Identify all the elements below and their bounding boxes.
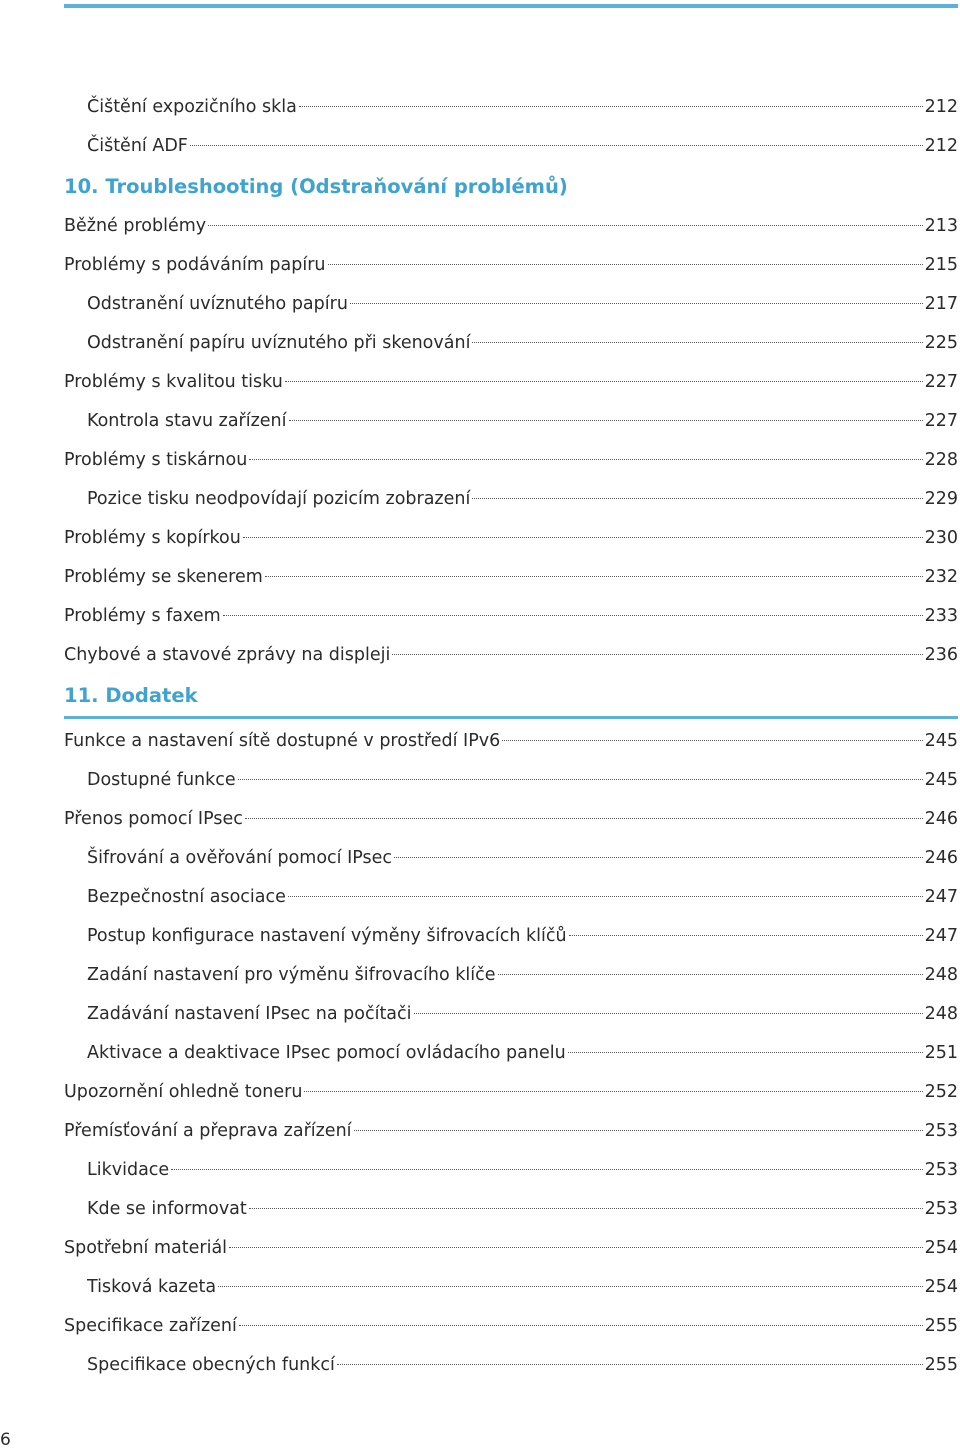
toc-entry-label: Pozice tisku neodpovídají pozicím zobrazení (87, 489, 471, 509)
toc-entry-label: Odstranění uvíznutého papíru (87, 294, 348, 314)
toc-entry-label: Odstranění papíru uvíznutého při skenování (87, 333, 471, 353)
dot-leader (328, 264, 923, 265)
toc-subentry[interactable] (64, 1034, 958, 1073)
dot-leader (568, 1052, 923, 1053)
dot-leader (299, 106, 923, 107)
toc-entry[interactable] (64, 800, 958, 839)
dot-leader (354, 1130, 923, 1131)
toc-entry-page: 246 (924, 848, 958, 868)
toc-entry-label: Přemísťování a přeprava zařízení (64, 1121, 352, 1141)
toc-entry-page: 245 (924, 770, 958, 790)
toc-subentry[interactable] (64, 956, 958, 995)
toc-subentry[interactable] (64, 995, 958, 1034)
dot-leader (238, 779, 923, 780)
toc-entry-page: 252 (924, 1082, 958, 1102)
toc-entry-page: 254 (924, 1238, 958, 1258)
dot-leader (498, 974, 923, 975)
toc-entry-label: Šifrování a ověřování pomocí IPsec (87, 848, 393, 868)
toc-entry-label: Chybové a stavové zprávy na displeji (64, 645, 391, 665)
dot-leader (472, 498, 922, 499)
toc-entry-label: Specifikace zařízení (64, 1316, 237, 1336)
toc-entry[interactable] (64, 558, 958, 597)
toc-entry-label: Problémy s tiskárnou (64, 450, 248, 470)
toc-entry-page: 255 (924, 1316, 958, 1336)
toc-entry-page: 227 (924, 411, 958, 431)
toc-entry-page: 233 (924, 606, 958, 626)
toc-entry-page: 228 (924, 450, 958, 470)
toc-entry-label: Postup konfigurace nastavení výměny šifrovacích klíčů (87, 926, 567, 946)
toc-entry-page: 248 (924, 965, 958, 985)
toc-entry-page: 225 (924, 333, 958, 353)
toc-entry-page: 212 (924, 136, 958, 156)
dot-leader (265, 576, 923, 577)
toc-entry-page: 254 (924, 1277, 958, 1297)
dot-leader (223, 615, 923, 616)
chapter-heading[interactable]: 10. Troubleshooting (Odstraňování problémů) (64, 175, 568, 198)
dot-leader (229, 1247, 923, 1248)
toc-subentry[interactable] (64, 1346, 958, 1385)
dot-leader (208, 225, 922, 226)
toc-entry-page: 248 (924, 1004, 958, 1024)
dot-leader (392, 654, 922, 655)
toc-subentry[interactable] (64, 917, 958, 956)
toc-entry-page: 247 (924, 887, 958, 907)
toc-entry-label: Problémy se skenerem (64, 567, 263, 587)
dot-leader (414, 1013, 923, 1014)
toc-entry-label: Kde se informovat (87, 1199, 247, 1219)
toc-entry-page: 255 (924, 1355, 958, 1375)
dot-leader (337, 1364, 923, 1365)
toc-subentry[interactable] (64, 1151, 958, 1190)
toc-entry[interactable] (64, 363, 958, 402)
dot-leader (288, 896, 923, 897)
toc-entry[interactable] (64, 636, 958, 675)
toc-subentry[interactable] (64, 480, 958, 519)
toc-entry-label: Problémy s faxem (64, 606, 221, 626)
toc-subentry[interactable] (64, 402, 958, 441)
dot-leader (569, 935, 923, 936)
toc-entry-label: Funkce a nastavení sítě dostupné v prostředí IPv6 (64, 731, 501, 751)
toc-entry-page: 251 (924, 1043, 958, 1063)
toc-subentry[interactable] (64, 127, 958, 166)
toc-entry-label: Kontrola stavu zařízení (87, 411, 287, 431)
toc-subentry[interactable] (64, 1268, 958, 1307)
dot-leader (502, 740, 922, 741)
dot-leader (249, 459, 922, 460)
dot-leader (289, 420, 923, 421)
dot-leader (394, 857, 923, 858)
toc-entry-page: 229 (924, 489, 958, 509)
toc-entry-label: Přenos pomocí IPsec (64, 809, 243, 829)
toc-subentry[interactable] (64, 878, 958, 917)
toc-entry[interactable] (64, 1229, 958, 1268)
toc-entry-label: Upozornění ohledně toneru (64, 1082, 303, 1102)
toc-entry-label: Tisková kazeta (87, 1277, 217, 1297)
dot-leader (472, 342, 922, 343)
toc-entry-label: Bezpečnostní asociace (87, 887, 286, 907)
toc-entry[interactable] (64, 1073, 958, 1112)
dot-leader (243, 537, 923, 538)
chapter-heading[interactable]: 11. Dodatek (64, 675, 958, 719)
toc-entry[interactable] (64, 519, 958, 558)
toc-subentry[interactable] (64, 285, 958, 324)
toc-subentry[interactable] (64, 324, 958, 363)
toc-entry-page: 232 (924, 567, 958, 587)
toc-entry-label: Běžné problémy (64, 216, 207, 236)
toc-entry-label: Specifikace obecných funkcí (87, 1355, 335, 1375)
toc-entry[interactable] (64, 1307, 958, 1346)
dot-leader (350, 303, 923, 304)
toc-entry-label: Aktivace a deaktivace IPsec pomocí ovládacího panelu (87, 1043, 566, 1063)
toc-entry-page: 212 (924, 97, 958, 117)
toc-entry-page: 227 (924, 372, 958, 392)
toc-entry-page: 253 (924, 1199, 958, 1219)
dot-leader (245, 818, 923, 819)
toc-entry-page: 253 (924, 1160, 958, 1180)
page-number: 6 (0, 1430, 11, 1450)
toc-entry-label: Dostupné funkce (87, 770, 236, 790)
toc-entry-page: 246 (924, 809, 958, 829)
toc-entry-page: 217 (924, 294, 958, 314)
toc-entry[interactable] (64, 722, 958, 761)
toc-subentry[interactable] (64, 1190, 958, 1229)
toc-entry-page: 245 (924, 731, 958, 751)
toc-entry-label: Čištění expozičního skla (87, 97, 297, 117)
toc-entry-label: Čištění ADF (87, 136, 188, 156)
toc-subentry[interactable] (64, 88, 958, 127)
dot-leader (218, 1286, 923, 1287)
dot-leader (304, 1091, 922, 1092)
dot-leader (239, 1325, 923, 1326)
toc-entry[interactable] (64, 597, 958, 636)
toc-entry-label: Likvidace (87, 1160, 170, 1180)
toc-entry[interactable] (64, 441, 958, 480)
toc-subentry[interactable] (64, 761, 958, 800)
dot-leader (285, 381, 923, 382)
dot-leader (249, 1208, 923, 1209)
toc-entry-page: 253 (924, 1121, 958, 1141)
toc-entry-label: Spotřební materiál (64, 1238, 228, 1258)
toc-entry[interactable] (64, 246, 958, 285)
dot-leader (171, 1169, 922, 1170)
toc-subentry[interactable] (64, 839, 958, 878)
toc-entry-label: Problémy s kvalitou tisku (64, 372, 283, 392)
top-rule (64, 4, 958, 8)
toc-entry-label: Problémy s podáváním papíru (64, 255, 326, 275)
toc-entry-page: 215 (924, 255, 958, 275)
toc-entry-page: 236 (924, 645, 958, 665)
toc-entry[interactable] (64, 207, 958, 246)
toc-entry-label: Zadávání nastavení IPsec na počítači (87, 1004, 412, 1024)
dot-leader (190, 145, 923, 146)
toc-entry-label: Problémy s kopírkou (64, 528, 241, 548)
table-of-contents (64, 88, 958, 1385)
toc-entry[interactable] (64, 1112, 958, 1151)
toc-entry-label: Zadání nastavení pro výměnu šifrovacího klíče (87, 965, 496, 985)
toc-entry-page: 230 (924, 528, 958, 548)
toc-entry-page: 213 (924, 216, 958, 236)
toc-entry-page: 247 (924, 926, 958, 946)
